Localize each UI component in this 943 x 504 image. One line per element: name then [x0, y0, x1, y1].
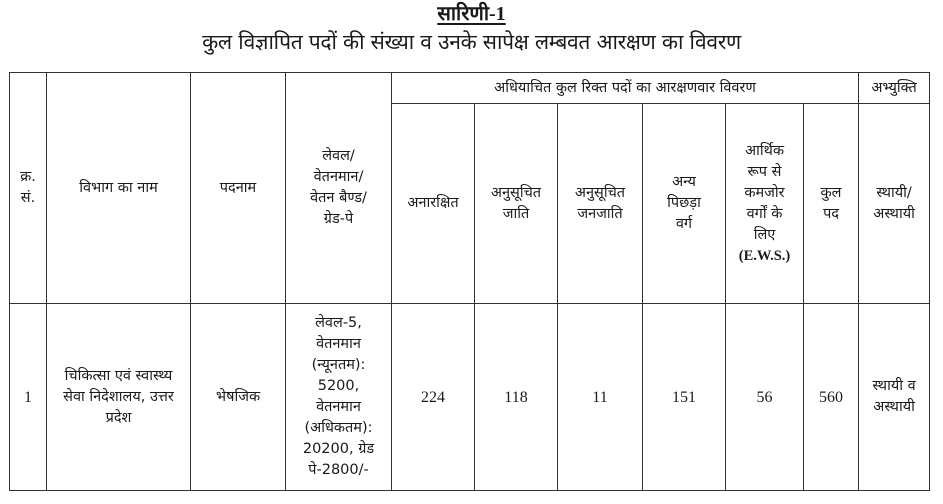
cell-st: 11 [558, 304, 643, 491]
cell-serial: 1 [10, 304, 47, 491]
col-header-total: कुल पद [804, 104, 859, 304]
col-header-obc: अन्य पिछड़ा वर्ग [643, 104, 726, 304]
col-header-department: विभाग का नाम [47, 73, 191, 304]
col-header-remarks: अभ्युक्ति [859, 73, 930, 104]
col-header-serial: क्र. सं. [10, 73, 47, 304]
col-header-sc: अनुसूचित जाति [475, 104, 558, 304]
cell-post-name: भेषजिक [191, 304, 286, 491]
table-row [10, 304, 930, 491]
col-header-ews: आर्थिक रूप से कमजोर वर्गों के लिए (E.W.S.) [726, 104, 804, 304]
cell-sc: 118 [475, 304, 558, 491]
cell-total: 560 [804, 304, 859, 491]
cell-remarks: स्थायी व अस्थायी [859, 304, 930, 491]
col-header-post-name: पदनाम [191, 73, 286, 304]
table-label: सारिणी-1 [437, 3, 506, 25]
reservation-table [9, 72, 930, 491]
document-title-block [0, 2, 943, 56]
cell-obc: 151 [643, 304, 726, 491]
col-header-pay-level: लेवल/ वेतनमान/ वेतन बैण्ड/ ग्रेड-पे [286, 73, 392, 304]
table-subtitle: कुल विज्ञापित पदों की संख्या व उनके सापेक्ष लम्बवत आरक्षण का विवरण [202, 30, 741, 54]
cell-department: चिकित्सा एवं स्वास्थ्य सेवा निदेशालय, उत्तर प्रदेश [47, 304, 191, 491]
header-row-1 [10, 73, 930, 104]
col-header-permanent-temporary: स्थायी/ अस्थायी [859, 104, 930, 304]
col-header-unreserved: अनारक्षित [392, 104, 475, 304]
col-header-st: अनुसूचित जनजाति [558, 104, 643, 304]
cell-ews: 56 [726, 304, 804, 491]
cell-unreserved: 224 [392, 304, 475, 491]
cell-pay-level: लेवल-5, वेतनमान (न्यूनतम): 5200, वेतनमान (अधिकतम): 20200, ग्रेड पे-2800/- [286, 304, 392, 491]
group-header-reservation: अधियाचित कुल रिक्त पदों का आरक्षणवार विवरण [392, 73, 859, 104]
